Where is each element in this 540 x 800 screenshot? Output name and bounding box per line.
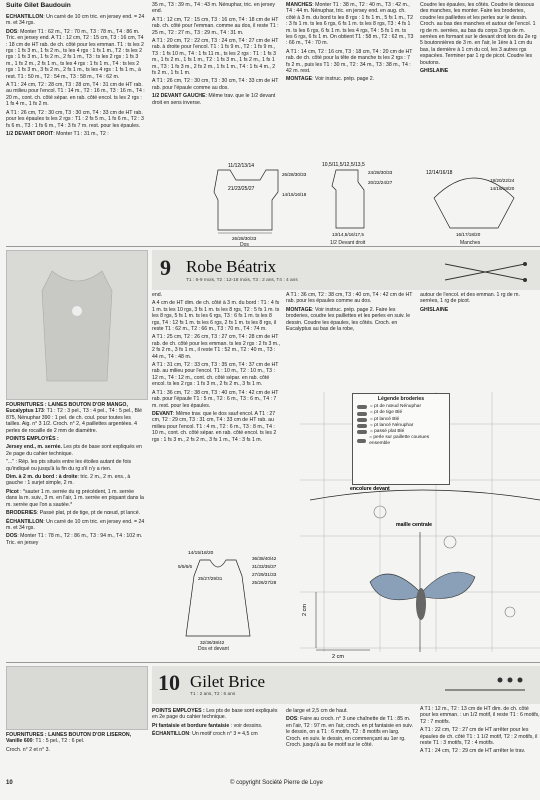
para-heading: ÉCHANTILLON [152, 731, 190, 738]
devant-r2: 20/22/24/27 [368, 180, 393, 185]
robe-r0: 36/38/40/42 [252, 556, 277, 561]
col2-mid-para [152, 334, 280, 360]
col1-mid-para [6, 402, 146, 434]
col1-bot [6, 732, 146, 776]
para-heading: GHISLAINE [420, 306, 449, 313]
col2-top-para [152, 93, 280, 106]
para-text: : Même trav. que le 1/2 devant droit en sens inverse. [152, 93, 276, 106]
para-text: autour de l'encol. et des emman. 1 rg de m. serrées, 1 rg de picot. [420, 292, 520, 305]
col3-mid-para [286, 307, 416, 333]
legend-item-5: = passé plat Blé [370, 429, 405, 435]
col2-top-para [152, 2, 280, 15]
robe-w: 32/36/38/42 [200, 640, 225, 645]
schematic-robe-svg [176, 546, 286, 646]
para-text: A T1 : 12 m., T2 : 13 cm de HT dim. de ch. côté pour les emman. : un 1/2 motif, il reste T1 : 6 motifs, T2 : 7 motifs. [420, 706, 540, 725]
robe-top: 14/15/18/20 [188, 551, 214, 556]
devant-sizes: 10,5/11,5/12,5/13,5 [322, 162, 365, 168]
dos-h3: 14/15/16/18 [282, 192, 307, 197]
manches-label: Manches [460, 240, 481, 246]
legend-swatch-6 [357, 439, 366, 443]
label-2cm-h: 2 cm [332, 654, 344, 660]
para-text: A T1 : 26 cm, T2 : 30 cm, T3 : 30 cm, T4 : 33 cm de HT rab. pour les épaules ts les 2 rgs : T1 : 2 fs 5 m., 1 fs 6 m., T2 : 3 fs 6 m., T3 : 1 fs 6 m., T4 : 3 fs 7 m. rest. pour les épaules. [6, 109, 144, 129]
embroidery-legend [352, 393, 450, 485]
col1-top-para [6, 131, 146, 137]
para-text: A 4 cm de HT dim. de ch. côté à 3 m. du bord : T1 : 4 fs 1 m. ts les 10 rgs, 3 fs 1 m. ts les 8 rgs, T2 : 5 fs 1 m. ts les 8 rgs, 5 fs 1 m. ts les 6 rgs, T3 : 6 fs 1 m. ts les 8 rgs, T4 : 12 fs 1 m. ts les 6 rgs, 2 fs 1 m. ts les 8 rgs, il reste T1 : 62 m., T2 : 66 m., T3 : 70 m., T4 : 74 m. [152, 300, 280, 333]
col3-bot-para [286, 708, 414, 714]
col2-top-para [152, 17, 280, 36]
col2-mid [152, 292, 280, 542]
para-text: Croch. n° 2 et n° 3. [6, 746, 50, 753]
col3-top [286, 2, 414, 160]
para-text: : Un motif croch n° 3 = 4,5 cm [189, 731, 258, 738]
para-text: Les pts de base sont expliqués en 2e page du cahier technique. [152, 708, 278, 721]
para-text: : Un carré de 10 cm tric. en jersey end. = 24 m. et 34 rgs. [6, 518, 145, 531]
para-heading: BRODERIES [6, 510, 37, 517]
manches-h1: 18/20/22/24 [490, 178, 515, 183]
para-text: 35 m., T3 : 39 m., T4 : 43 m. Nénuphar, tric. en jersey end. [152, 2, 275, 15]
para-heading: DOS [6, 533, 18, 540]
para-text: : Monter T1 : 38 m., T2 : 40 m., T3 : 42 m., T4 : 44 m. Nénuphar, tric. en jersey end. en aug. ch. côté à 3 m. du bord ts les 8 rgs : 1 fs 1 m., 5 fs 1 m., T2 : 3 fs 1 m. ts les 6 rgs, 6 fs 1 m. ts les 8 rgs, T3 : 4 fs 1 m. ts les 6 rgs, 6 fs 1 m. ts les 4 rgs, T4 : 5 fs 1 m. ts les 6 rgs, 6 fs 1 m. On obtient T1 : 58 m., T2 : 62 m., T3 : 66 m., T4 : 70 m. [286, 2, 414, 47]
dos-h: 26/28/30/33 [282, 172, 307, 177]
para-text: A T1 : 36 cm, T2 : 38 cm, T3 : 40 cm, T4 : 42 cm de HT rab. pour les épaules comme au dos. [286, 292, 413, 305]
dos-side: 21/23/25/27 [228, 186, 255, 192]
col2-mid-para [152, 411, 280, 443]
col1-top-para [6, 82, 146, 108]
para-heading: Pt fantaisie et bordure fantaisie [152, 722, 230, 729]
col4-top-para [420, 68, 540, 74]
para-text: : Monter T1 : 62 m., T2 : 70 m., T3 : 78 m., T4 : 86 m. Tric. en jersey end. A T1 : 12 cm, T2 : 15 cm, T3 : 16 cm, T4 : 18 cm de HT rab. de ch. côté pour les emman. T1 : ts les 2 rgs : 1 fs 3 m., 1 fs 2 m., ts les 4 rgs : 1 fs 1 m., T2 : ts les 2 rgs : 1 fs 3 m., 1 fs 2 m., 2 fs 1 m., T3 : ts les 2 rgs : 1 fs 3 m., 1 fs 2 m., 2 fs 1 m., ts les 4 rgs : 1 fs 1 m., T4 : ts les 2 rgs : 1 fs 3 m., 3 fs 2 m., 2 fs 1 m., ts les 4 rgs : 1 fs 1 m., à rest. T1 : 50 m., T2 : 54 m., T3 : 58 m., T4 : 62 m. [6, 28, 144, 80]
robe-r2: 27/29/31/33 [252, 572, 277, 577]
para-heading: DOS [286, 716, 298, 723]
page-number: 10 [6, 780, 13, 786]
gilet-photo [6, 666, 148, 730]
devant-label: 1/2 Devant droit [330, 240, 366, 246]
para-heading: MONTAGE [286, 306, 313, 313]
crochet-hook-icon [440, 672, 530, 698]
label-2cm-v: 2 cm [302, 604, 308, 616]
para-heading: GHISLAINE [420, 68, 449, 75]
legend-title: Légende broderies [377, 396, 425, 402]
para-text: : tric. 2 m., 2 m. ens., à gauche : 1 surjet simple, 2 m. [6, 474, 131, 487]
devant-w: 13/14,5/16/17,5 [332, 232, 364, 237]
para-text: Les pts de base sont expliqués en 2e page du cahier technique. [6, 444, 142, 457]
dos-label: Dos [240, 242, 249, 248]
legend-swatch-4 [357, 424, 367, 428]
para-text: Coudre les épaules, les côtés. Coudre le dessous des manches, les monter. Faire les broderies, coudre les paillettes et les perles sur le dessin. Croch. au bas des manches et autour de l'encol. 1 rg de m. serrées, au bas du corps 3 rgs de m. serrées en formant sur le devant droit lors du 2e rg 5 boutonnières de 3 m. en l'air, le 1ère à 1 cm du bas, la dernière à 1 cm du col, les 3 autres rgs espacées. Terminer par 1 rg de picot. Coudre les boutons. [420, 2, 537, 66]
col3-bot-para [286, 716, 414, 748]
col3-top-para [286, 2, 414, 47]
para-text: : *sauter 1 m. serrée du rg précédent, 1 m. serrée dans la m. suiv., 3 m. en l'air, 1 m. serrée en piquant dans la m. serrée que l'on a sautée.* [6, 488, 144, 508]
schematic-manches-svg [424, 168, 536, 240]
para-heading: FOURNITURES : LAINES BOUTON D'OR MANGO, Eucalyptus 173 [6, 402, 128, 415]
col1-mid-para [6, 519, 146, 532]
para-text: A T1 : 26 cm, T2 : 30 cm, T3 : 30 cm, T4 : 33 cm de HT rab. pour l'épaule comme au dos. [152, 78, 279, 91]
para-text: : Passé plat, pt de tige, pt de nœud, pt lancé. [36, 510, 141, 517]
col2-mid-para [152, 390, 280, 409]
col2-mid-para [152, 300, 280, 332]
schematic-devant [316, 160, 426, 246]
divider-1 [6, 246, 540, 247]
robe-r1: 31/33/35/37 [252, 564, 277, 569]
para-text: A T1 : 31 cm, T2 : 33 cm, T3 : 35 cm, T4 : 37 cm de HT rab. au milieu pour l'encol. T1 : 10 m., T2 : 10 m., T3 : 12 m., T4 : 12 m., cont. ch. côté sépar. en rab. côté encol. ts les 2 rgs : 1 fs 3 m., 2 fs 2 m., 3 fs 1 m. [152, 362, 279, 388]
para-text: A T1 : 12 cm, T2 : 15 cm, T3 : 16 cm, T4 : 18 cm de HT rab. ch. côté pour l'emman. comme au dos, il reste T1 : 25 m., T2 : 27 m., T3 : 29 m., T4 : 31 m. [152, 16, 279, 36]
copyright: © copyright Société Pierre de Loye [230, 780, 323, 786]
col4-mid-para [420, 307, 540, 313]
devant-r1: 24/28/30/33 [368, 170, 393, 175]
col4-top [420, 2, 540, 162]
para-heading: FOURNITURES : LAINES BOUTON D'OR LISERON, Vanille 600 [6, 732, 132, 745]
col4-mid [420, 292, 540, 332]
para-text: A T1 : 22 cm, T2 : 27 cm de HT arrêter pour les épaules de ch. côté T1 : 1 1/2 motif, T2 : 2 motifs, il reste T1 : 3 motifs, T2 : 4 motifs. [420, 727, 538, 747]
para-text: : Un carré de 10 cm tric. en jersey end. = 24 m. et 34 rgs. [6, 14, 145, 27]
manches-w: 16/17/18/20 [456, 232, 481, 237]
col1-bot-para [6, 747, 146, 753]
para-text: : Même trav. que le dos sauf encol. A T1 : 27 cm, T2 : 29 cm, T3 : 31 cm, T4 : 33 cm de HT rab. au milieu pour l'encol. T1 : 4 m., T2 : 6 m., T3 : 8 m., T4 : 10 m., cont. ch. côté sépar. en rab. côté encol. ts les 2 rgs : 1 fs 3 m., 2 fs 2 m., 3 fs 1 m., T4 : 3 fs 1 m. [152, 410, 277, 443]
col2-top [152, 2, 280, 160]
para-heading: POINTS EMPLOYÉS : [152, 708, 205, 714]
label-neck: encolure devant [350, 486, 390, 492]
para-text: A T1 : 24 cm, T2 : 28 cm, T3 : 28 cm, T4 : 31 cm de HT rab. au milieu pour l'encol. T1 : 14 m., T2 : 16 m., T3 : 16 m., T4 : 20 m., cont. ch. côté sépar. en rab. côté encol. ts les 2 rgs : 1 fs 4 m., 1 fs 2 m. [6, 82, 145, 108]
schematic-dos [190, 160, 310, 248]
para-text: A T1 : 36 cm, T2 : 38 cm, T3 : 40 cm, T4 : 42 cm de HT rab. pour l'épaule T1 : 5 m., T2 : 6 m., T3 : 6 m., T4 : 7 m. rest. pour les épaules. [152, 389, 279, 409]
para-heading: Dim. à 2 m. du bord : à droite [6, 474, 78, 481]
section10-title: Gilet Brice [190, 672, 266, 691]
col3-mid [286, 292, 416, 382]
col4-bot [420, 706, 540, 776]
col1-mid-para [6, 533, 146, 546]
legend-swatch-2 [357, 412, 367, 416]
para-heading: 1/2 DEVANT DROIT [6, 130, 54, 137]
col2-mid-para [152, 362, 280, 388]
legend-item-6: = perle sur paillette cousues ensemble [369, 435, 430, 447]
manches-sizes: 12/14/16/18 [426, 170, 453, 176]
col2-mid-para [152, 292, 280, 298]
col2-bot-para [152, 708, 280, 721]
para-heading: DOS [6, 28, 18, 35]
para-text: : Faire au croch. n° 3 une chaînette de T1 : 85 m. en l'air, T2 : 97 m. en l'air, croch. en pt fantaisie en suiv. le dessin, on a T1 : 6 motifs, T2 : 8 motifs en larg. Croch. en suiv. le dessin, en commençant au 1er rg. Croch. jusqu'à au 6e motif sur le côté. [286, 716, 413, 749]
col2-top-para [152, 38, 280, 76]
col2-bot [152, 708, 280, 778]
section10-number: 10 [158, 670, 180, 695]
para-text: A T1 : 25 cm, T2 : 26 cm, T3 : 27 cm, T4 : 28 cm de HT rab. de ch. côté pour les emman. ts les 2 rgs : 2 fs 3 m., 2 fs 2 m., 3 fs 1 m., il reste T1 : 52 m., T2 : 40 m., T3 : 44 m., T4 : 48 m. [152, 334, 280, 360]
para-text: : T1 : T2 : 3 pel., T3 : 4 pel., T4 : 5 pel., Blé 875, Nénuphar 390 : 1 pel. de ch. coul. pour toutes les tailles. Aig. n° 3 1/2. Croch. n° 2, 4 paillettes argentées. 4 perles de rocaille de 2 mm de diamètre. [6, 408, 143, 434]
col1-mid-para [6, 489, 146, 508]
col1-top [6, 14, 146, 244]
schematic-manches [424, 168, 536, 246]
schematic-dos-svg [190, 160, 310, 240]
dos-w: 26/28/30/33 [232, 236, 257, 240]
col3-top-para [286, 49, 414, 75]
col1-top-para [6, 110, 146, 129]
col1-mid-para [6, 459, 146, 472]
col1-mid-para [6, 474, 146, 487]
para-heading: Picot [6, 488, 19, 495]
para-text: : Monter T1 : 78 m., T2 : 86 m., T3 : 94 m., T4 : 102 m. Tric. en jersey [6, 533, 143, 546]
legend-item-2: = pt de tige Blé [370, 410, 403, 416]
col1-mid-para [6, 436, 146, 442]
para-text: de large et 2,5 cm de haut. [286, 708, 348, 714]
section9-title: Robe Béatrix [186, 257, 277, 276]
para-text: A T1 : 14 cm, T2 : 16 cm, T3 : 18 cm, T4 : 20 cm de HT rab. de ch. côté pour la tête de manche ts les 2 rgs : 7 fs 2 m., puis les T1 : 30 m., T2 : 34 m., T3 : 38 m., T4 : 42 m. rest. [286, 48, 413, 75]
col1-bot-para [6, 732, 146, 745]
robe-side1: 5/5/6/6 [178, 564, 193, 569]
legend-item-3: = pt lancé Blé [370, 416, 400, 422]
legend-item-4: = pt lancé Nénuphar [370, 422, 414, 428]
col4-bot-para [420, 706, 540, 725]
schematic-devant-svg [316, 160, 426, 240]
col2-top-para [152, 78, 280, 91]
legend-swatch-5 [357, 430, 367, 434]
label-center: maille centrale [396, 522, 433, 528]
para-heading: DEVANT [152, 410, 173, 417]
para-text: : Voir instruc. prép. page 2. [312, 76, 375, 83]
robe-mid: 25/27/29/31 [198, 576, 223, 581]
para-heading: MANCHES [286, 2, 313, 8]
section-header-left: Suite Gilet Baudouin [6, 2, 71, 9]
col4-bot-para [420, 748, 540, 754]
para-text: : Voir instruc. prép. page 2. Faire les broderies, coudre les paillettes et les perles en suiv. le dessin. Coudre les épaules, les côtés. Croch. en Eucalyptus au bas de la robe, [286, 306, 411, 333]
section9-sizes: T1 : 6-9 mois, T2 : 12-18 mois, T3 : 2 ans, T4 : 4 ans [186, 278, 298, 283]
robe-r3: 25/26/27/28 [252, 580, 277, 585]
para-text: end. [152, 292, 163, 298]
para-heading: POINTS EMPLOYÉS : [6, 436, 59, 443]
para-text: "..." : Rép. les pts situés entre les étoiles autant de fois qu'indiqué ou jusqu'à la fin du rg s'il n'y a rien. [6, 459, 132, 472]
para-text: : Monter T1 : 31 m., T2 : [53, 130, 109, 137]
para-text: A T1 : 20 cm, T2 : 22 cm, T3 : 24 cm, T4 : 27 cm de HT rab. à droite pour l'encol. T1 : 1 fs 9 m., T2 : 1 fs 9 m., T3 : 1 fs 10 m., T4 : 1 fs 11 m., ts les 2 rgs : T1 : 1 fs 3 m., 1 fs 2 m., 1 fs 1 m., T2 : 1 fs 3 m., 1 fs 2 m., 1 fs 1 m., T3 : 1 fs 3 m., 2 fs 2 m., 1 fs 1 m., T4 : 1 fs 4 m., 2 fs 2 m., 1 fs 1 m. [152, 38, 279, 77]
dos-sizes: 11/12/13/14 [228, 163, 255, 169]
col2-bot-para [152, 723, 280, 729]
col1-mid-para [6, 444, 146, 457]
col4-mid-para [420, 292, 540, 305]
para-text: : voir dessins. [229, 722, 263, 729]
para-heading: 1/2 DEVANT GAUCHE [152, 93, 206, 100]
col3-bot [286, 708, 414, 778]
para-text: A T1 : 24 cm, T2 : 29 cm de HT arrêter le trav. [420, 748, 526, 755]
col2-bot-para [152, 731, 280, 737]
col1-top-para [6, 29, 146, 80]
para-heading: ECHANTILLON [6, 14, 44, 20]
legend-swatch-3 [357, 418, 367, 422]
col1-mid [6, 402, 146, 658]
para-heading: MONTAGE [286, 76, 313, 83]
para-heading: Jersey end., m. serrée. [6, 444, 62, 451]
divider-2 [6, 662, 540, 663]
robe-label: Dos et devant [198, 646, 229, 652]
legend-swatch-1 [357, 405, 367, 409]
para-text: : T1 : 5 pel., T2 : 6 pel. [32, 738, 85, 745]
col3-mid-para [286, 292, 416, 305]
schematic-robe [176, 546, 286, 652]
robe-photo [6, 250, 148, 400]
needles-icon [440, 256, 530, 286]
legend-item-1: = pt de nœud Nénuphar [370, 404, 422, 410]
para-heading: ÉCHANTILLON [6, 518, 44, 525]
col4-bot-para [420, 727, 540, 746]
col1-mid-para [6, 510, 146, 516]
section9-number: 9 [160, 255, 171, 280]
col1-top-para [6, 14, 146, 27]
col3-top-para [286, 76, 414, 82]
col4-top-para [420, 2, 540, 66]
manches-h2: 14/16/18/20 [490, 186, 515, 191]
section10-sizes: T1 : 2 ans, T2 : 6 ans [190, 692, 236, 697]
